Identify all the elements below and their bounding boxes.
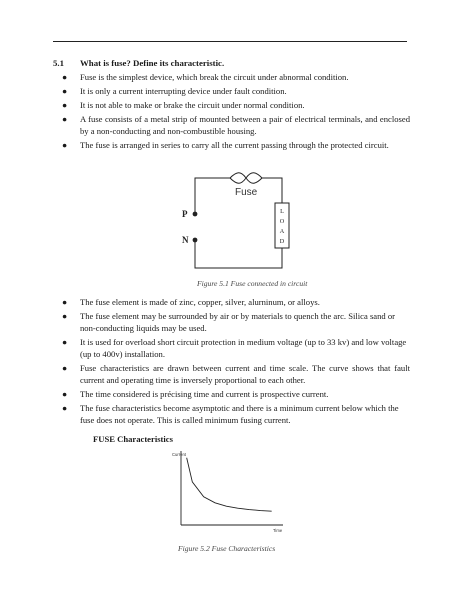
bullet-item <box>58 100 410 112</box>
bullet-item <box>58 311 410 335</box>
bullet-item <box>58 403 410 427</box>
fuse-element-icon <box>230 173 262 184</box>
bullet-dot-icon: ● <box>62 402 68 413</box>
bullet-item <box>58 72 410 84</box>
bullet-list-details <box>58 297 410 429</box>
bullet-dot-icon: ● <box>62 311 68 322</box>
fuse-characteristics-chart <box>165 447 285 535</box>
load-letter: O <box>279 218 285 225</box>
bullet-text: The fuse is arranged in series to carry all the current passing through the protected circuit. <box>80 140 389 151</box>
figure-caption: Figure 5.1 Fuse connected in circuit <box>197 279 308 288</box>
load-letter: A <box>279 228 285 235</box>
bullet-item <box>58 86 410 98</box>
fuse-characteristics-heading: FUSE Characteristics <box>93 434 173 444</box>
load-letter: L <box>280 208 284 215</box>
bullet-item <box>58 297 410 309</box>
bullet-dot-icon: ● <box>62 336 68 347</box>
terminal-n-dot <box>193 238 198 243</box>
bullet-dot-icon: ● <box>62 297 68 307</box>
bullet-item <box>58 363 410 387</box>
y-axis-label: Current <box>172 452 186 457</box>
bullet-item <box>58 337 410 361</box>
circuit-wire-top-right <box>262 178 282 203</box>
fuse-curve-line <box>187 458 272 511</box>
figure-caption: Figure 5.2 Fuse Characteristics <box>178 544 276 553</box>
bullet-text: It is used for overload short circuit protection in medium voltage (up to 33 kv) and low voltage (up to 400v) installation. <box>80 336 407 359</box>
x-axis-label: Time <box>273 528 283 533</box>
bullet-text: It is not able to make or brake the circuit under normal condition. <box>80 100 305 111</box>
bullet-dot-icon: ● <box>62 362 68 373</box>
bullet-item <box>58 140 410 152</box>
bullet-dot-icon: ● <box>62 140 68 151</box>
load-letter: D <box>279 238 285 245</box>
bullet-text: The fuse characteristics become asymptotic and there is a minimum current below which the fuse does not operate. This is called minimum fusing current. <box>80 402 399 425</box>
circuit-wire-top-left <box>195 178 230 214</box>
bullet-dot-icon: ● <box>62 114 68 125</box>
bullet-text: It is only a current interrupting device under fault condition. <box>80 86 287 97</box>
section-title: What is fuse? Define its characteristic. <box>80 58 225 68</box>
bullet-text: The time considered is précising time and current is prospective current. <box>80 388 329 399</box>
bullet-text: Fuse is the simplest device, which break the circuit under abnormal condition. <box>80 72 349 82</box>
header-rule <box>53 41 407 42</box>
section-number: 5.1 <box>53 58 64 68</box>
bullet-item <box>58 114 410 138</box>
bullet-text: The fuse element is made of zinc, copper, silver, alurninum, or alloys. <box>80 297 320 307</box>
fuse-label: Fuse <box>235 187 258 198</box>
fuse-circuit-diagram <box>182 168 305 276</box>
bullet-text: A fuse consists of a metal strip of mounted between a pair of electrical terminals, and enclosed by a non-conducting and non-combustible housing. <box>80 114 410 137</box>
bullet-item <box>58 389 410 401</box>
bullet-text: Fuse characteristics are drawn between current and time scale. The curve shows that fault current and operating time is inversely proportional to each other. <box>80 362 410 385</box>
terminal-n-label: N <box>182 235 189 245</box>
bullet-list-intro <box>58 72 410 154</box>
bullet-dot-icon: ● <box>62 72 68 82</box>
bullet-dot-icon: ● <box>62 86 68 97</box>
bullet-dot-icon: ● <box>62 100 68 111</box>
bullet-dot-icon: ● <box>62 388 68 399</box>
bullet-text: The fuse element may be surrounded by air or by materials to quench the arc. Silica sand or non-conducting liquids may be used. <box>80 311 395 333</box>
terminal-p-dot <box>193 212 198 217</box>
terminal-p-label: P <box>182 209 188 219</box>
circuit-wire-bottom <box>195 240 282 268</box>
